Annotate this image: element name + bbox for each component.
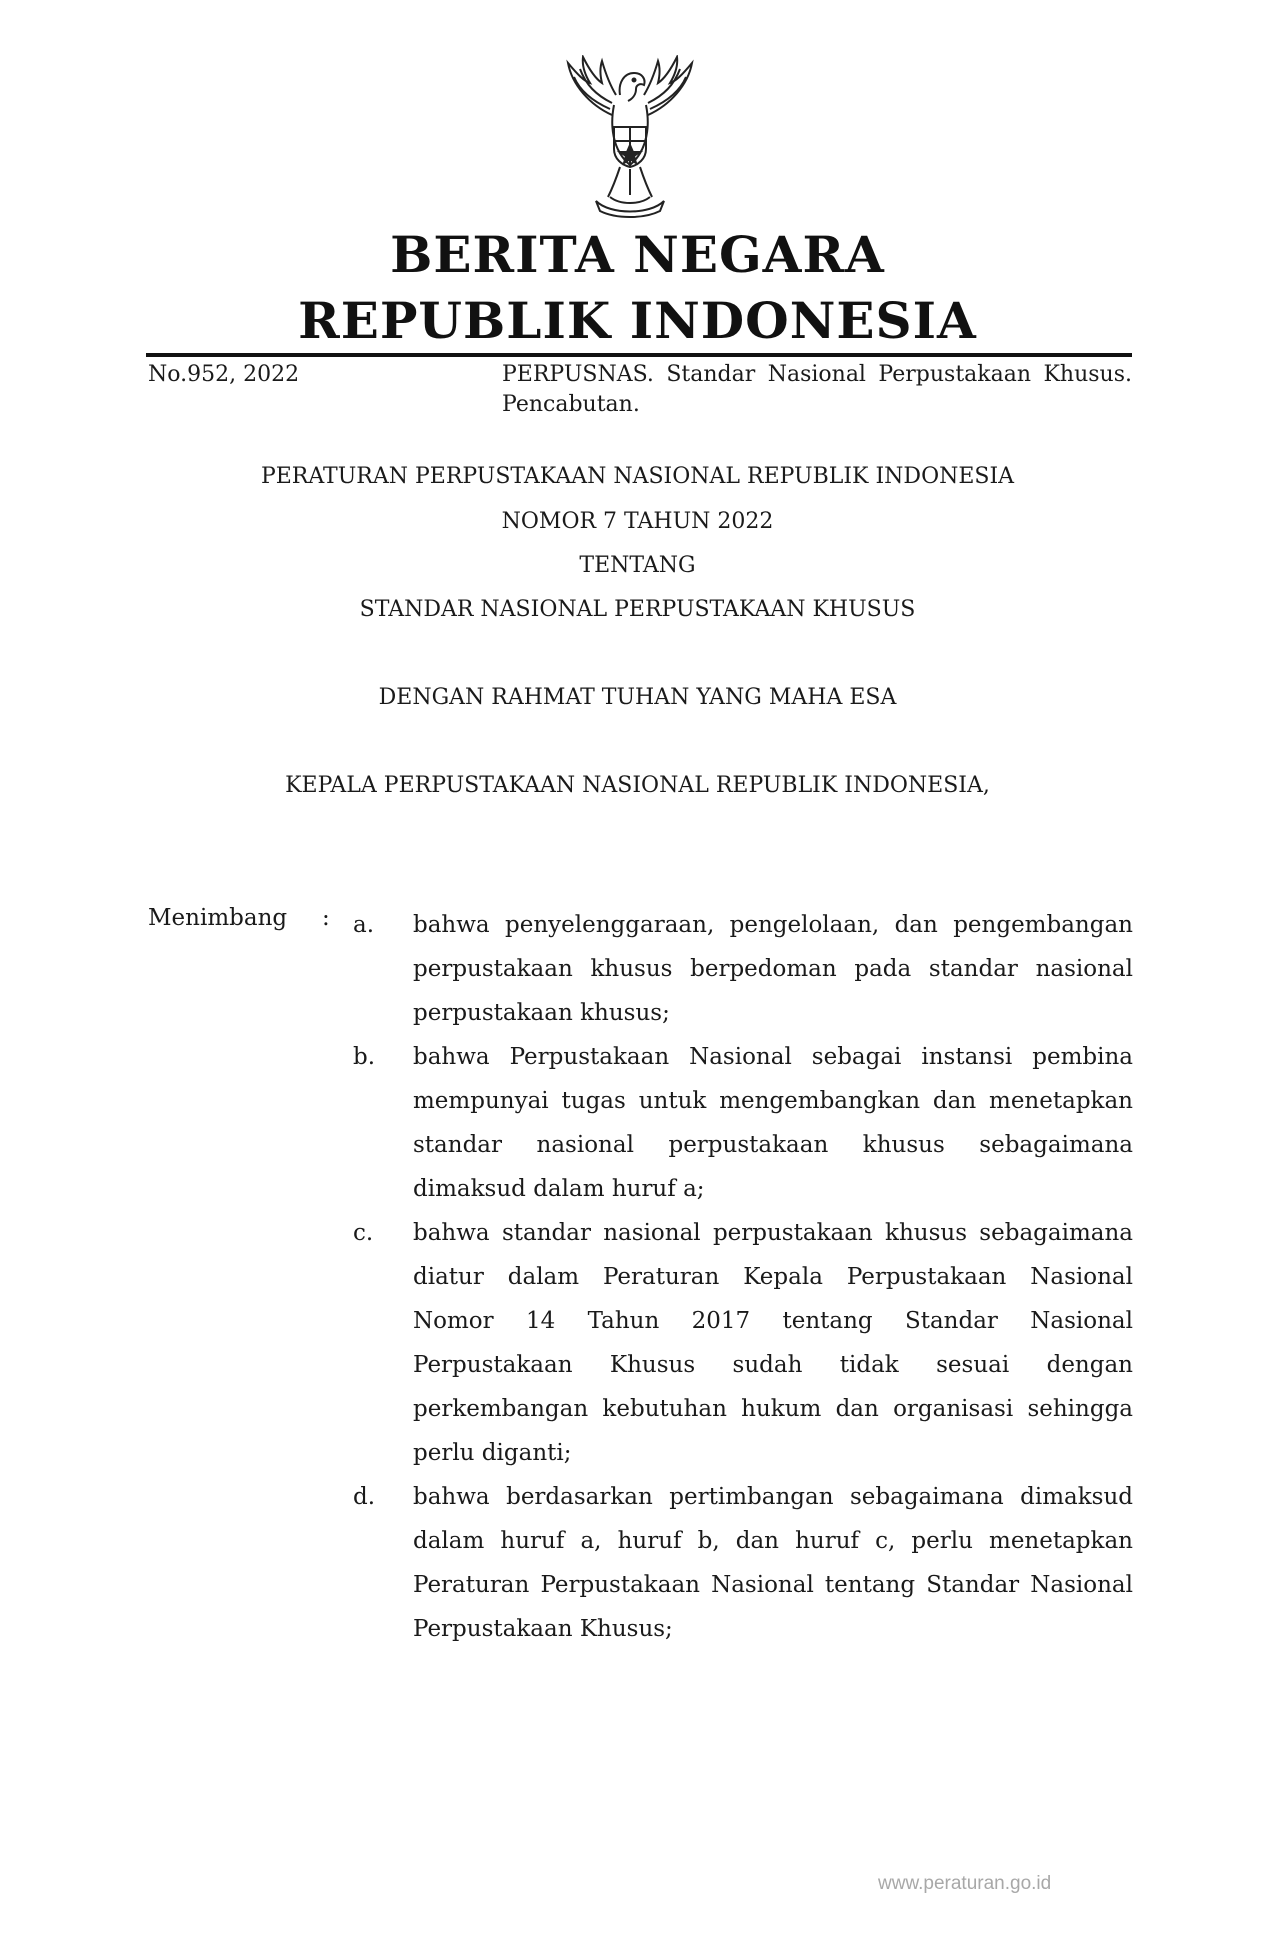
considering-colon: : xyxy=(322,905,330,931)
considering-clauses xyxy=(353,903,1133,1651)
clause-letter: c. xyxy=(353,1220,374,1246)
masthead-line-2: REPUBLIK INDONESIA xyxy=(298,291,977,350)
regulation-subject: STANDAR NASIONAL PERPUSTAKAAN KHUSUS xyxy=(359,597,916,622)
invocation: DENGAN RAHMAT TUHAN YANG MAHA ESA xyxy=(378,685,897,710)
issue-number: No.952, 2022 xyxy=(148,362,300,387)
regulation-title: PERATURAN PERPUSTAKAAN NASIONAL REPUBLIK INDONESIA xyxy=(260,464,1015,489)
masthead-divider xyxy=(146,353,1132,357)
clause-text: bahwa Perpustakaan Nasional sebagai instansi pembina mempunyai tugas untuk mengembangkan dan menetapkan standar nasional perpustakaan khusus sebagaimana dimaksud dalam huruf a; xyxy=(413,1044,1133,1202)
clause-b xyxy=(353,1035,1133,1211)
clause-letter: a. xyxy=(353,912,375,938)
source-watermark: www.peraturan.go.id xyxy=(878,1873,1052,1894)
issuing-authority: KEPALA PERPUSTAKAAN NASIONAL REPUBLIK INDONESIA, xyxy=(285,773,990,798)
considering-label: Menimbang xyxy=(148,905,288,931)
masthead-line-1: BERITA NEGARA xyxy=(390,225,885,284)
clause-text: bahwa berdasarkan pertimbangan sebagaimana dimaksud dalam huruf a, huruf b, dan huruf c, perlu menetapkan Peraturan Perpustakaan Nasional tentang Standar Nasional Perpustakaan Khusus; xyxy=(413,1484,1133,1642)
regulation-about: TENTANG xyxy=(579,553,696,578)
clause-letter: b. xyxy=(353,1044,376,1070)
garuda-emblem-icon xyxy=(550,55,710,220)
clause-text: bahwa standar nasional perpustakaan khusus sebagaimana diatur dalam Peraturan Kepala Perpustakaan Nasional Nomor 14 Tahun 2017 tentang Standar Nasional Perpustakaan Khusus sudah tidak sesuai dengan perkembangan kebutuhan hukum dan organisasi sehingga perlu diganti; xyxy=(413,1220,1133,1466)
clause-a xyxy=(353,903,1133,1035)
regulation-number: NOMOR 7 TAHUN 2022 xyxy=(501,509,774,534)
masthead-title xyxy=(0,222,1275,354)
clause-d xyxy=(353,1475,1133,1651)
clause-c xyxy=(353,1211,1133,1475)
clause-text: bahwa penyelenggaraan, pengelolaan, dan pengembangan perpustakaan khusus berpedoman pada standar nasional perpustakaan khusus; xyxy=(413,912,1133,1026)
issue-summary: PERPUSNAS. Standar Nasional Perpustakaan Khusus. Pencabutan. xyxy=(502,362,1132,417)
clause-letter: d. xyxy=(353,1484,376,1510)
